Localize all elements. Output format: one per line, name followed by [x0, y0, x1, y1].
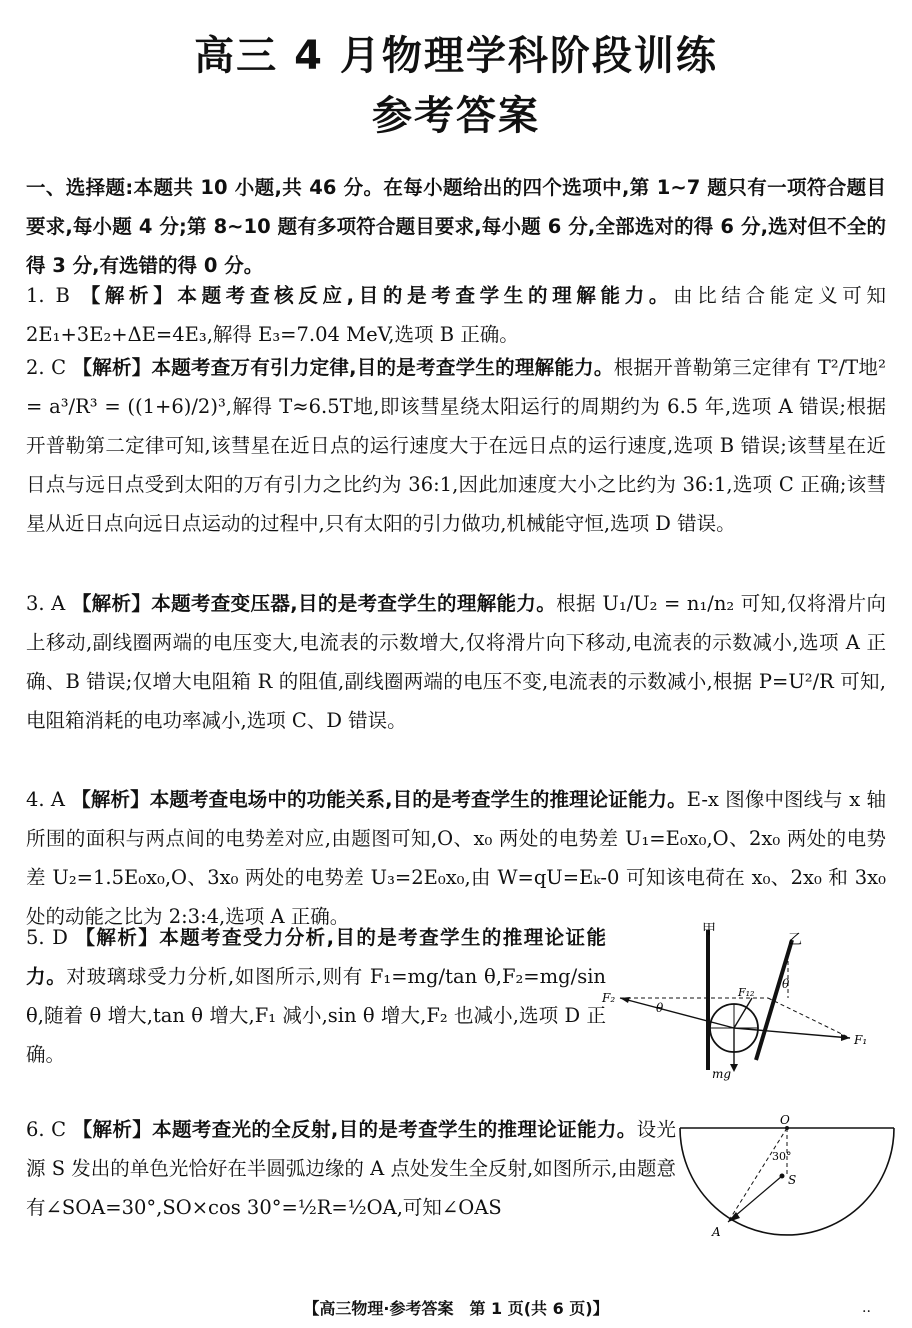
- answer-3-tag: 【解析】本题考查变压器,目的是考查学生的理解能力。: [71, 592, 557, 615]
- answer-5-tag: 【解析】本题考查受力分析,目的是考查学生的推理论证能力。: [26, 926, 606, 988]
- corner-mark: ..: [862, 1300, 871, 1316]
- page-title: 高三 4 月物理学科阶段训练: [194, 33, 718, 79]
- answer-3-num: 3. A: [26, 592, 66, 615]
- answer-1-text: 由比结合能定义可知 2E₁+3E₂+ΔE=4E₃,解得 E₃=7.04 MeV,选项 B 正确。: [26, 284, 886, 346]
- page-subtitle: 参考答案: [372, 93, 540, 139]
- label-f1: F₁: [854, 1033, 868, 1047]
- section-heading-text: 一、选择题:本题共 10 小题,共 46 分。在每小题给出的四个选项中,第 1~7 题只有一项符合题目要求,每小题 4 分;第 8~10 题有多项符合题目要求,每小题 6 分,全部选对的得 6 分,选对但不全的得 3 分,有选错的得 0 分。: [26, 176, 886, 277]
- answer-4-text: E-x 图像中图线与 x 轴所围的面积与两点间的电势差对应,由题图可知,O、x₀ 两处的电势差 U₁=E₀x₀,O、2x₀ 两处的电势差 U₂=1.5E₀x₀,O、3x₀ 两处的电势差 U₃=2E₀x₀,由 W=qU=Eₖ-0 可知该电荷在 x₀、2x₀ 和 3x₀ 处的动能之比为 2:3:4,选项 A 正确。: [26, 788, 886, 928]
- label-f12: F₁₂: [738, 986, 755, 999]
- answer-3: [26, 584, 886, 740]
- answer-1-tag: 【解析】本题考查核反应,目的是考查学生的理解能力。: [80, 284, 674, 307]
- page-footer: 【高三物理·参考答案 第 1 页(共 6 页)】: [303, 1299, 609, 1318]
- source-s: [780, 1174, 785, 1179]
- answer-4-tag: 【解析】本题考查电场中的功能关系,目的是考查学生的推理论证能力。: [71, 788, 687, 811]
- force-diagram: [598, 920, 888, 1090]
- answer-2-text: 根据开普勒第三定律有 T²/T地² = a³/R³ = ((1+6)/2)³,解得 T≈6.5T地,即该彗星绕太阳运行的周期约为 6.5 年,选项 A 错误;根据开普勒第二定律可知,该彗星在近日点的运行速度大于在远日点的运行速度,选项 B 错误;该彗星在近日点与远日点受到太阳的万有引力之比约为 36:1,因此加速度大小之比约为 36:1,选项 C 正确;该彗星从近日点向远日点运动的过程中,只有太阳的引力做功,机械能守恒,选项 D 错误。: [26, 356, 886, 535]
- answer-1-num: 1. B: [26, 284, 70, 307]
- label-o: O: [780, 1113, 790, 1127]
- answer-5-text: 对玻璃球受力分析,如图所示,则有 F₁=mg/tan θ,F₂=mg/sin θ,随着 θ 增大,tan θ 增大,F₁ 减小,sin θ 增大,F₂ 也减小,选项 D 正确。: [26, 965, 606, 1066]
- label-theta-1: θ: [656, 1001, 664, 1015]
- answer-1: [26, 276, 886, 354]
- wall-yi: [756, 940, 792, 1060]
- answer-2: [26, 348, 886, 543]
- answer-4-num: 4. A: [26, 788, 65, 811]
- answer-4: [26, 780, 886, 936]
- label-theta-2: θ: [782, 977, 790, 991]
- semicircle-diagram: [676, 1112, 898, 1242]
- label-a: A: [712, 1225, 721, 1239]
- label-s: S: [788, 1173, 797, 1187]
- answer-5: [26, 918, 606, 1074]
- answer-6: [26, 1110, 676, 1227]
- answer-6-tag: 【解析】本题考查光的全反射,目的是考查学生的推理论证能力。: [72, 1118, 637, 1141]
- answer-6-num: 6. C: [26, 1118, 67, 1141]
- label-mg: mg: [712, 1067, 732, 1081]
- label-f2: F₂: [602, 991, 616, 1005]
- label-angle: 30°: [772, 1150, 792, 1163]
- label-jia: 甲: [702, 922, 716, 938]
- section-heading: [26, 168, 886, 285]
- answer-3-text: 根据 U₁/U₂ = n₁/n₂ 可知,仅将滑片向上移动,副线圈两端的电压变大,电流表的示数增大,仅将滑片向下移动,电流表的示数减小,选项 A 正确、B 错误;仅增大电阻箱 R 的阻值,副线圈两端的电压不变,电流表的示数减小,根据 P=U²/R 可知,电阻箱消耗的电功率减小,选项 C、D 错误。: [26, 592, 886, 732]
- answer-6-text: 设光源 S 发出的单色光恰好在半圆弧边缘的 A 点处发生全反射,如图所示,由题意有∠SOA=30°,SO×cos 30°=½R=½OA,可知∠OAS: [26, 1118, 676, 1219]
- answer-2-tag: 【解析】本题考查万有引力定律,目的是考查学生的理解能力。: [72, 356, 614, 379]
- label-yi: 乙: [788, 932, 802, 948]
- answer-2-num: 2. C: [26, 356, 66, 379]
- answer-5-num: 5. D: [26, 926, 68, 949]
- f2-arrow: [620, 998, 734, 1028]
